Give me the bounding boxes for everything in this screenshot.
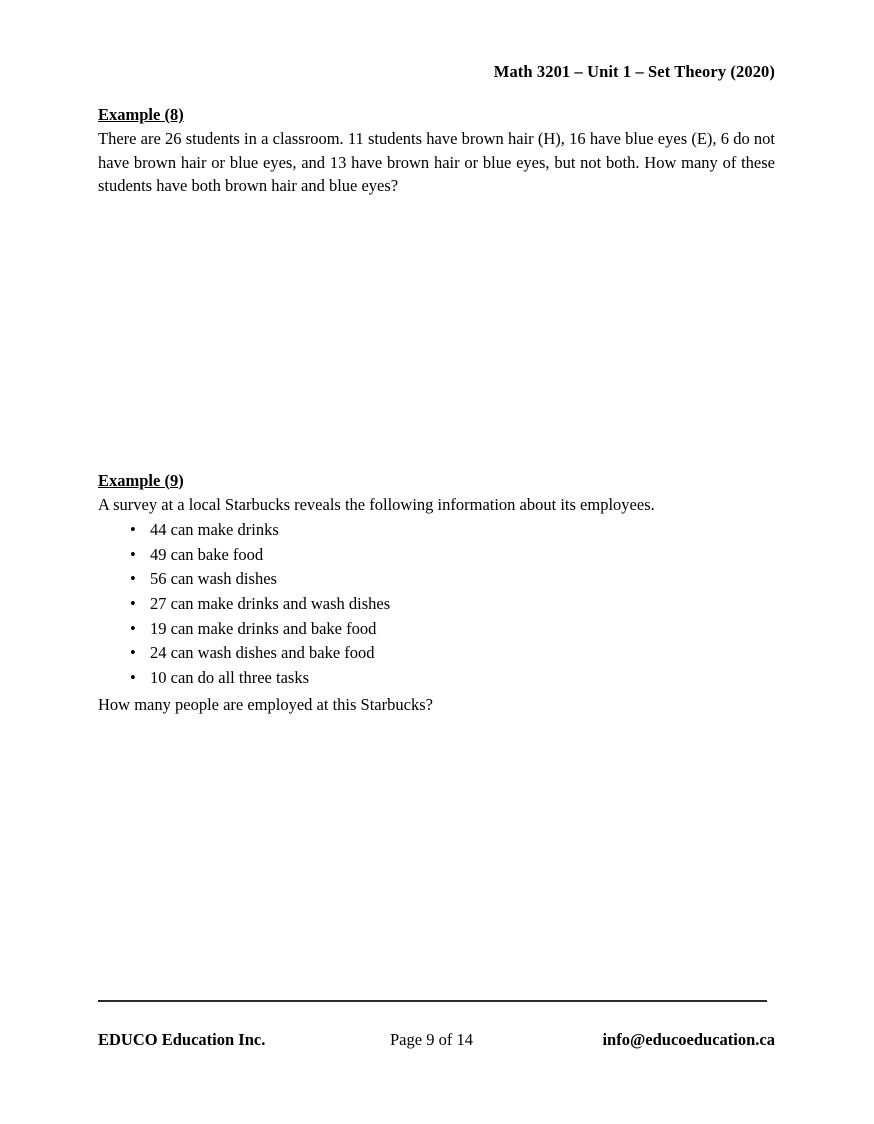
footer-page-number: Page 9 of 14 xyxy=(390,1030,473,1049)
list-item-label: 49 can bake food xyxy=(150,544,264,564)
example-8-body: There are 26 students in a classroom. 11 students have brown hair (H), 16 have blue eyes (E), 6 do not have brown hair or blue eyes, and 13 have brown hair or blue eyes, but not both. How many of these students have both brown hair and blue eyes? xyxy=(98,129,775,196)
list-item-label: 24 can wash dishes and bake food xyxy=(150,643,375,663)
list-item-label: 27 can make drinks and wash dishes xyxy=(150,593,391,613)
bullet-icon: • xyxy=(130,618,136,638)
footer-email: info@educoeducation.ca xyxy=(602,1030,775,1049)
document-header-title: Math 3201 – Unit 1 – Set Theory (2020) xyxy=(493,62,775,81)
list-item xyxy=(98,592,775,617)
example-8-heading: Example (8) xyxy=(98,105,184,124)
bullet-icon: • xyxy=(130,520,136,540)
example-8-block xyxy=(98,104,775,198)
example-9-intro: A survey at a local Starbucks reveals the following information about its employees. xyxy=(98,494,655,514)
document-content xyxy=(98,104,775,995)
example-9-closing-question: How many people are employed at this Starbucks? xyxy=(98,695,433,715)
work-space-example-8 xyxy=(98,198,775,470)
bullet-icon: • xyxy=(130,643,136,663)
bullet-icon: • xyxy=(130,544,136,564)
list-item xyxy=(98,617,775,642)
document-footer xyxy=(98,1029,775,1053)
list-item-label: 44 can make drinks xyxy=(150,520,279,540)
bullet-icon: • xyxy=(130,569,136,589)
example-9-heading: Example (9) xyxy=(98,470,184,490)
bullet-icon: • xyxy=(130,593,136,613)
example-9-block xyxy=(98,470,775,717)
footer-divider xyxy=(98,1000,767,1002)
example-9-bullet-list xyxy=(98,518,775,690)
list-item xyxy=(98,641,775,666)
bullet-icon: • xyxy=(130,667,136,687)
list-item-label: 56 can wash dishes xyxy=(150,569,277,589)
list-item xyxy=(98,518,775,543)
list-item xyxy=(98,543,775,568)
footer-company-name: EDUCO Education Inc. xyxy=(98,1030,266,1049)
list-item xyxy=(98,567,775,592)
work-space-example-9 xyxy=(98,717,775,995)
list-item xyxy=(98,666,775,691)
list-item-label: 19 can make drinks and bake food xyxy=(150,618,377,638)
list-item-label: 10 can do all three tasks xyxy=(150,667,309,687)
